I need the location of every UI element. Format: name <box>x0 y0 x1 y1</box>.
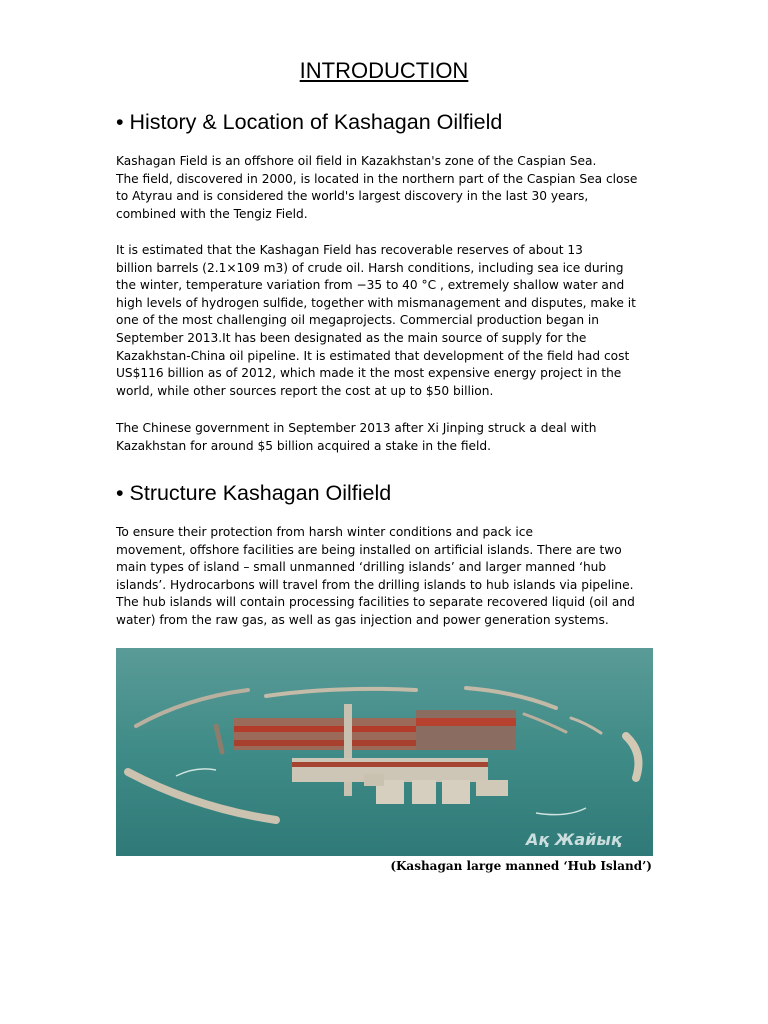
photo-watermark: Ақ Жайық <box>526 830 622 849</box>
paragraph-history-3: The Chinese government in September 2013 after Xi Jinping struck a deal with Kazakhstan for around $5 billion acquired a stake in the field. <box>116 421 597 453</box>
photo-caption: (Kashagan large manned ‘Hub Island’) <box>390 859 652 873</box>
page-title: INTRODUCTION <box>299 58 469 83</box>
paragraph-history-2: It is estimated that the Kashagan Field has recoverable reserves of about 13 billion barrels (2.1×109 m3) of crude oil. Harsh conditions, including sea ice during the winter, temperature variation from −35 to 40 °C , extremely shallow water and high levels of hydrogen sulfide, together with mismanagement and disputes, make it one of the most challenging oil megaprojects. Commercial production began in September 2013.It has been designated as the main source of supply for the Kazakhstan-China oil pipeline. It is estimated that development of the field had cost US$116 billion as of 2012, which made it the most expensive energy project in the world, while other sources report the cost at up to $50 billion. <box>116 243 636 398</box>
section-heading-history: • History & Location of Kashagan Oilfield <box>116 110 503 134</box>
paragraph-history-1: Kashagan Field is an offshore oil field in Kazakhstan's zone of the Caspian Sea. The field, discovered in 2000, is located in the northern part of the Caspian Sea close to Atyrau and is considered the world's largest discovery in the last 30 years, combined with the Tengiz Field. <box>116 154 638 221</box>
section-heading-structure: • Structure Kashagan Oilfield <box>116 481 392 505</box>
paragraph-structure-1: To ensure their protection from harsh winter conditions and pack ice movement, offshore facilities are being installed on artificial islands. There are two main types of island – small unmanned ‘drilling islands’ and larger manned ‘hub islands’. Hydrocarbons will travel from the drilling islands to hub islands via pipeline. The hub islands will contain processing facilities to separate recovered liquid (oil and water) from the raw gas, as well as gas injection and power generation systems. <box>116 525 635 627</box>
hub-island-photo <box>116 648 653 856</box>
